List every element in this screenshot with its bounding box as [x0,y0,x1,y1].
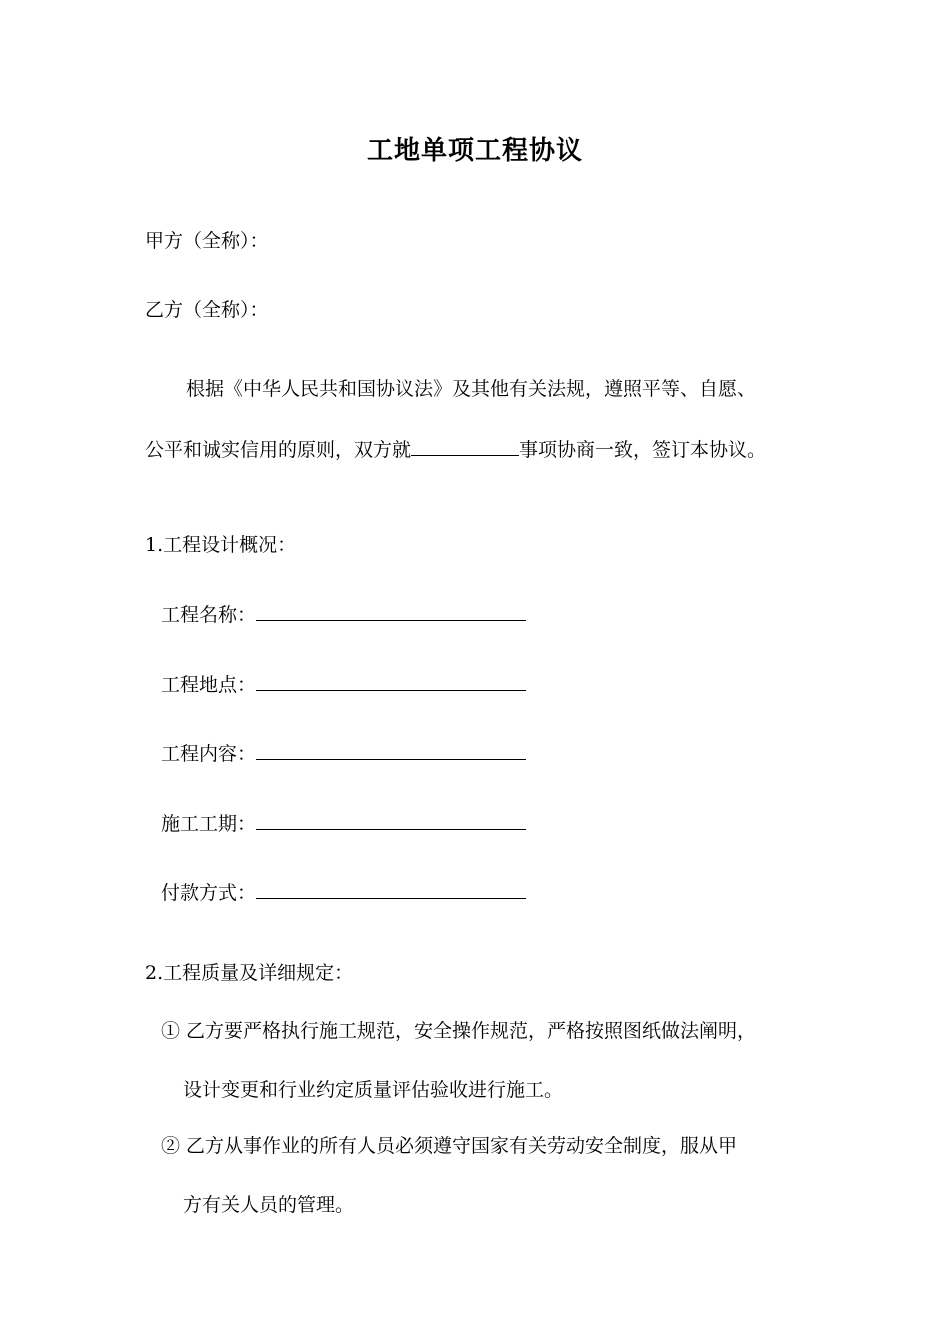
project-content-label: 工程内容： [161,743,257,765]
project-name-blank-field[interactable] [256,602,526,621]
project-content-row [161,741,526,766]
preamble-line-1: 根据《中华人民共和国协议法》及其他有关法规，遵照平等、自愿、 [186,378,757,400]
section-2-item-1-line-2: 设计变更和行业约定质量评估验收进行施工。 [183,1079,564,1101]
project-name-row [161,602,526,627]
project-name-label: 工程名称： [161,604,257,626]
project-location-blank-field[interactable] [256,672,526,691]
section-2-heading: 2.工程质量及详细规定： [145,962,354,984]
document-title: 工地单项工程协议 [366,136,583,166]
construction-period-label: 施工工期： [161,813,257,835]
project-content-blank-field[interactable] [256,741,526,760]
project-location-label: 工程地点： [161,674,257,696]
preamble-line-2-suffix: 事项协商一致，签订本协议。 [519,439,767,461]
construction-period-blank-field[interactable] [256,811,526,830]
section-1-heading: 1.工程设计概况： [145,534,297,556]
section-2-item-2-line-2: 方有关人员的管理。 [183,1194,355,1216]
matter-blank-field[interactable] [411,437,519,456]
preamble-line-2 [145,437,766,462]
preamble-line-2-prefix: 公平和诚实信用的原则，双方就 [145,439,412,461]
party-a-label: 甲方（全称）： [145,230,269,252]
party-b-label: 乙方（全称）： [145,299,269,321]
payment-method-label: 付款方式： [161,882,257,904]
payment-method-row [161,880,526,905]
section-2-item-2-line-1: ② 乙方从事作业的所有人员必须遵守国家有关劳动安全制度，服从甲 [161,1135,738,1157]
section-2-item-1-line-1: ① 乙方要严格执行施工规范，安全操作规范，严格按照图纸做法阐明， [161,1020,757,1042]
construction-period-row [161,811,526,836]
project-location-row [161,672,526,697]
payment-method-blank-field[interactable] [256,880,526,899]
